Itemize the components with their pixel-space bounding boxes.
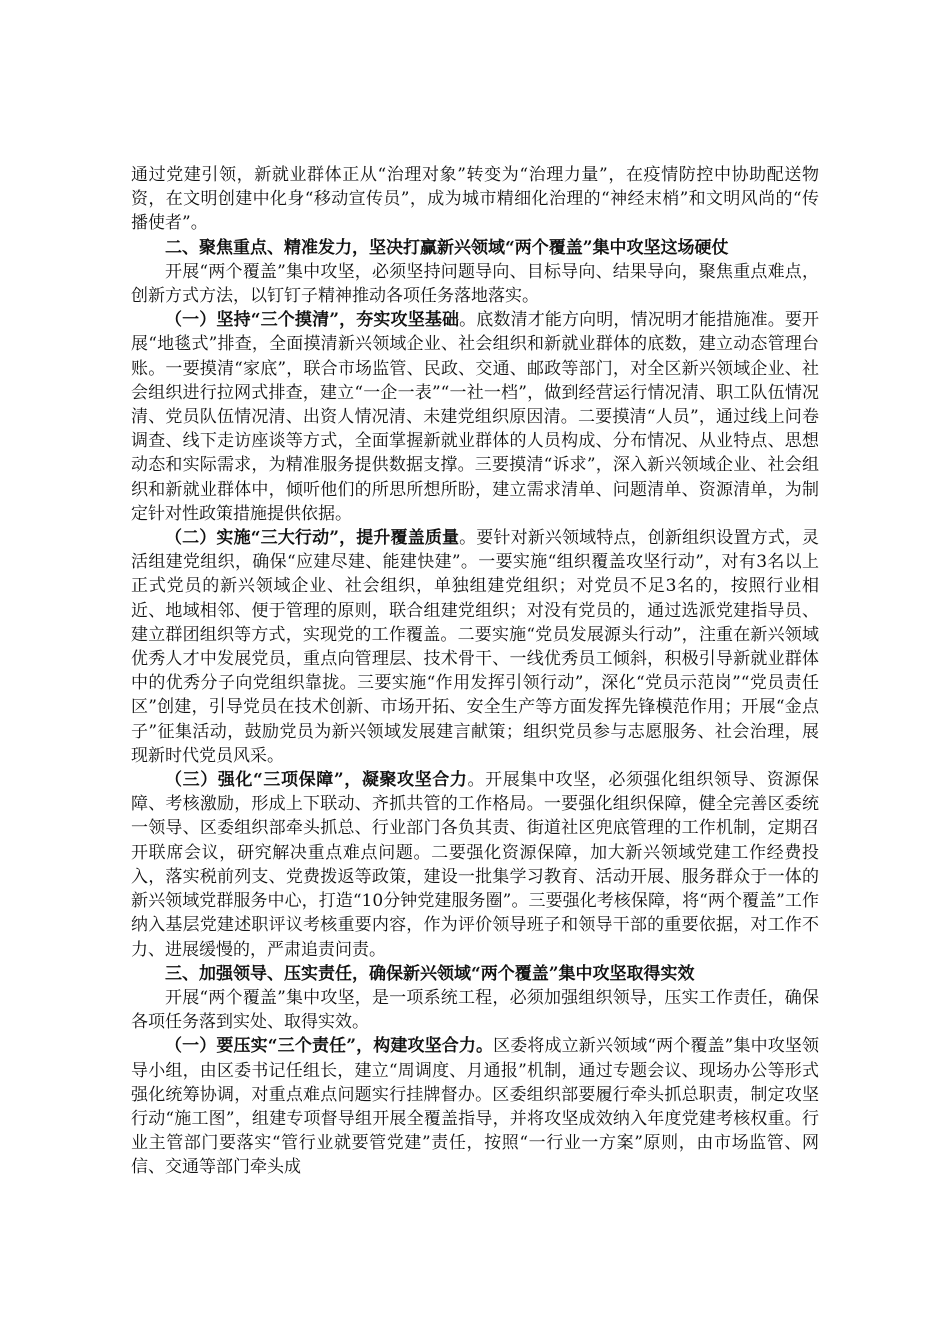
- paragraph-subsection-2: [131, 526, 819, 768]
- document-page: [131, 163, 819, 1180]
- subsection-body-2: 。要针对新兴领域特点，创新组织设置方式，灵活组建党组织，确保“应建尽建、能建快建”。一要实施“组织覆盖攻坚行动”，对有3名以上正式党员的新兴领域企业、社会组织，单独组建党组织；对党员不足3名的，按照行业相近、地域相邻、便于管理的原则，联合组建党组织；对没有党员的，通过选派党建指导员、建立群团组织等方式，实现党的工作覆盖。二要实施“党员发展源头行动”，注重在新兴领域优秀人才中发展党员，重点向管理层、技术骨干、一线优秀员工倾斜，积极引导新就业群体中的优秀分子向党组织靠拢。三要实施“作用发挥引领行动”，深化“党员示范岗”“党员责任区”创建，引导党员在技术创新、市场开拓、安全生产等方面发挥先锋模范作用；开展“金点子”征集活动，鼓励党员为新兴领域发展建言献策；组织党员参与志愿服务、社会治理，展现新时代党员风采。: [131, 528, 820, 766]
- subsection-title-1: （一）坚持“三个摸清”，夯实攻坚基础: [165, 310, 460, 331]
- subsection-body-3: 。开展集中攻坚，必须强化组织领导、资源保障、考核激励，形成上下联动、齐抓共管的工作格局。一要强化组织保障，健全完善区委统一领导、区委组织部牵头抓总、行业部门各负其责、街道社区兜底管理的工作机制，定期召开联席会议，研究解决重点难点问题。二要强化资源保障，加大新兴领域党建工作经费投入，落实税前列支、党费拨返等政策，建设一批集学习教育、活动开展、服务群众于一体的新兴领域党群服务中心，打造“10分钟党建服务圈”。三要强化考核保障，将“两个覆盖”工作纳入基层党建述职评议考核重要内容，作为评价领导班子和领导干部的重要依据，对工作不力、进展缓慢的，严肃追责问责。: [131, 770, 820, 960]
- subsection-title-2: （二）实施“三大行动”，提升覆盖质量: [165, 528, 460, 549]
- subsection-body-1: 。底数清才能方向明，情况明才能措施准。要开展“地毯式”排查，全面摸清新兴领域企业、社会组织和新就业群体的底数，建立动态管理台账。一要摸清“家底”，联合市场监管、民政、交通、邮政等部门，对全区新兴领域企业、社会组织进行拉网式排查，建立“一企一表”“一社一档”，做到经营运行情况清、职工队伍情况清、党员队伍情况清、出资人情况清、未建党组织原因清。二要摸清“人员”，通过线上问卷调查、线下走访座谈等方式，全面掌握新就业群体的人员构成、分布情况、从业特点、思想动态和实际需求，为精准服务提供数据支撑。三要摸清“诉求”，深入新兴领域企业、社会组织和新就业群体中，倾听他们的所思所想所盼，建立需求清单、问题清单、资源清单，为制定针对性政策措施提供依据。: [131, 310, 820, 524]
- subsection-body-4: 区委将成立新兴领域“两个覆盖”集中攻坚领导小组，由区委书记任组长，建立“周调度、月通报”机制，通过专题会议、现场办公等形式强化统筹协调，对重点难点问题实行挂牌督办。区委组织部要履行牵头抓总职责，制定攻坚行动“施工图”，组建专项督导组开展全覆盖指导，并将攻坚成效纳入年度党建考核权重。行业主管部门要落实“管行业就要管党建”责任，按照“一行业一方案”原则，由市场监管、网信、交通等部门牵头成: [131, 1036, 819, 1178]
- section-heading-2: 二、聚焦重点、精准发力，坚决打赢新兴领域“两个覆盖”集中攻坚这场硬仗: [165, 237, 729, 258]
- subsection-title-4: （一）要压实“三个责任”，构建攻坚合力。: [165, 1036, 494, 1057]
- paragraph-subsection-3: [131, 768, 819, 962]
- paragraph-subsection-4: [131, 1034, 819, 1179]
- section-heading-3: 三、加强领导、压实责任，确保新兴领域“两个覆盖”集中攻坚取得实效: [165, 963, 695, 984]
- subsection-title-3: （三）强化“三项保障”，凝聚攻坚合力: [165, 770, 468, 791]
- paragraph-section-2-intro: 开展“两个覆盖”集中攻坚，必须坚持问题导向、目标导向、结果导向，聚焦重点难点，创新方式方法，以钉钉子精神推动各项任务落地落实。: [131, 261, 819, 307]
- paragraph-intro-continuation: 通过党建引领，新就业群体正从“治理对象”转变为“治理力量”，在疫情防控中协助配送物资，在文明创建中化身“移动宣传员”，成为城市精细化治理的“神经末梢”和文明风尚的“传播使者”。: [131, 165, 819, 234]
- paragraph-section-3-intro: 开展“两个覆盖”集中攻坚，是一项系统工程，必须加强组织领导，压实工作责任，确保各项任务落到实处、取得实效。: [131, 987, 819, 1033]
- paragraph-subsection-1: [131, 308, 819, 526]
